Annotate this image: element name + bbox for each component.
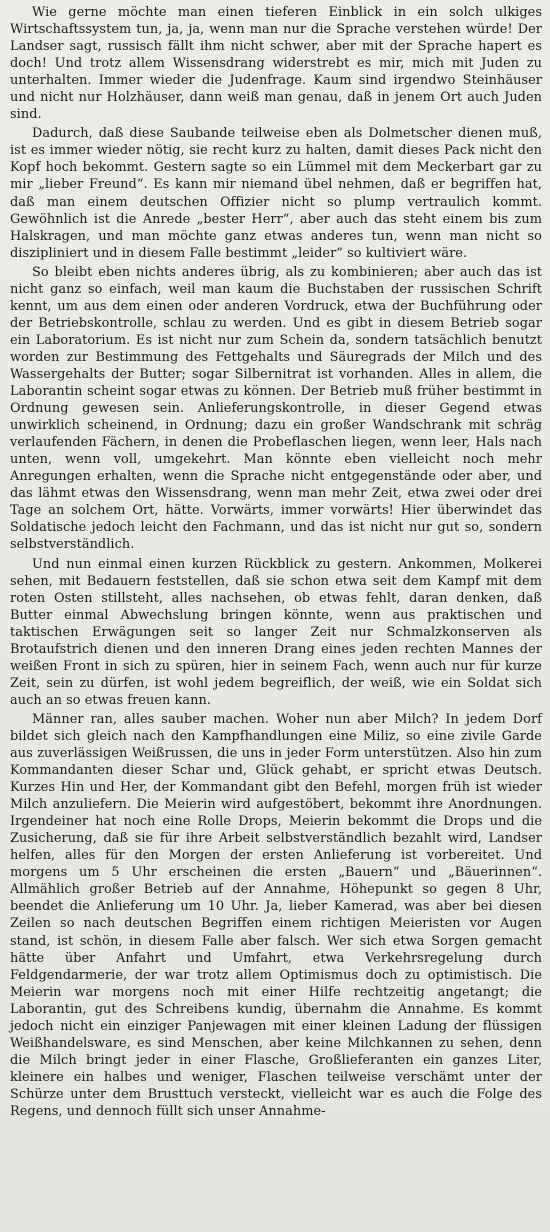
paragraph-3: So bleibt eben nichts anderes übrig, als zu kombinieren; aber auch das ist nicht ganz so einfach, weil man kaum die Buchstaben der russischen Schrift kennt, um aus dem einen oder anderen Vordruck, etwa der Buchführung oder der Betriebskontrolle, schlau zu werden. Und es gibt in diesem Betrieb sogar ein Laboratorium. Es ist nicht nur zum Schein da, sondern tatsächlich benutzt worden zur Bestimmung des Fettgehalts und Säuregrads der Milch und des Wassergehalts der Butter; sogar Silbernitrat ist vorhanden. Alles in allem, die Laborantin scheint sogar etwas zu können. Der Betrieb muß früher bestimmt in Ordnung gewesen sein. Anlieferungskontrolle, in dieser Gegend etwas unwirklich scheinend, in Ordnung; dazu ein großer Wandschrank mit schräg verlaufenden Fächern, in denen die Probeflaschen liegen, wenn leer, Hals nach unten, wenn voll, umgekehrt. Man könnte eben vielleicht noch mehr Anregungen erhalten, wenn die Sprache nicht entgegenstände oder aber, und das lähmt etwas den Wissensdrang, wenn man mehr Zeit, etwa zwei oder drei Tage an solchem Ort, hätte. Vorwärts, immer vorwärts! Hier überwindet das Soldatische jedoch leicht den Fachmann, und das ist nicht nur gut so, sondern selbstverständlich. (10, 264, 542, 553)
paragraph-4: Und nun einmal einen kurzen Rückblick zu gestern. Ankommen, Molkerei sehen, mit Bedauern feststellen, daß sie schon etwa seit dem Kampf mit dem roten Osten stillsteht, alles nachsehen, ob etwas fehlt, daran denken, daß Butter einmal Abwechslung bringen könnte, wenn aus praktischen und taktischen Erwägungen seit so langer Zeit nur Schmalzkonserven als Brotaufstrich dienen und den inneren Drang eines jeden rechten Mannes der weißen Front in sich zu spüren, hier in seinem Fach, wenn auch nur für kurze Zeit, sein zu dürfen, ist wohl jedem begreiflich, der weiß, wie ein Soldat sich auch an so etwas freuen kann. (10, 556, 542, 708)
paragraph-5: Männer ran, alles sauber machen. Woher nun aber Milch? In jedem Dorf bildet sich gleich nach den Kampfhandlungen eine Miliz, so eine zivile Garde aus zuverlässigen Weißrussen, die uns in jeder Form unterstützen. Also hin zum Kommandanten dieser Schar und, Glück gehabt, er spricht etwas Deutsch. Kurzes Hin und Her, der Kommandant gibt den Befehl, morgen früh ist wieder Milch anzuliefern. Die Meierin wird aufgestöbert, bekommt ihre Anordnungen. Irgendeiner hat noch eine Rolle Drops, Meierin bekommt die Drops und die Zusicherung, daß sie für ihre Arbeit selbstverständlich bezahlt wird, Landser helfen, alles für den Morgen der ersten Anlieferung ist vorbereitet. Und morgens um 5 Uhr erscheinen die ersten „Bauern“ und „Bäuerinnen“. Allmählich großer Betrieb auf der Annahme, Höhepunkt so gegen 8 Uhr, beendet die Anlieferung um 10 Uhr. Ja, lieber Kamerad, was aber bei diesen Zeilen so nach deutschen Begriffen einem richtigen Meieristen vor Augen stand, ist schön, in diesem Falle aber falsch. Wer sich etwa Sorgen gemacht hätte über Anfahrt und Umfahrt, etwa Verkehrsregelung durch Feldgendarmerie, der war trotz allem Optimismus doch zu optimistisch. Die Meierin war morgens noch mit einer Hilfe rechtzeitig angetangt; die Laborantin, gut des Schreibens kundig, übernahm die Annahme. Es kommt jedoch nicht ein einziger Panjewagen mit einer kleinen Ladung der flüssigen Weißhandelsware, es sind Menschen, aber keine Milchkannen zu sehen, denn die Milch bringt jeder in einer Flasche, Großlieferanten ein ganzes Liter, kleinere ein halbes und weniger, Flaschen teilweise verschämt unter der Schürze unter dem Brusttuch versteckt, vielleicht war es auch die Folge des Regens, und dennoch füllt sich unser Annahme- (10, 711, 542, 1119)
paragraph-2: Dadurch, daß diese Saubande teilweise eben als Dolmetscher dienen muß, ist es immer wieder nötig, sie recht kurz zu halten, damit dieses Pack nicht den Kopf hoch bekommt. Gestern sagte so ein Lümmel mit dem Meckerbart gar zu mir „lieber Freund“. Es kann mir niemand übel nehmen, daß er begriffen hat, daß man einem deutschen Offizier nicht so plump vertraulich kommt. Gewöhnlich ist die Anrede „bester Herr“, aber auch das steht einem bis zum Halskragen, und man möchte ganz etwas anderes tun, wenn man nicht so diszipliniert und in diesem Falle bestimmt „leider“ so kultiviert wäre. (10, 126, 542, 261)
paragraph-1: Wie gerne möchte man einen tieferen Einblick in ein solch ulkiges Wirtschaftssystem tun, ja, ja, wenn man nur die Sprache verstehen würde! Der Landser sagt, russisch fällt ihm nicht schwer, aber mit der Sprache hapert es doch! Und trotz allem Wissensdrang widerstrebt es mir, mich mit Juden zu unterhalten. Immer wieder die Judenfrage. Kaum sind irgendwo Steinhäuser und nicht nur Holzhäuser, dann weiß man genau, daß in jenem Ort auch Juden sind. (10, 5, 542, 123)
article-column (10, 4, 542, 1120)
